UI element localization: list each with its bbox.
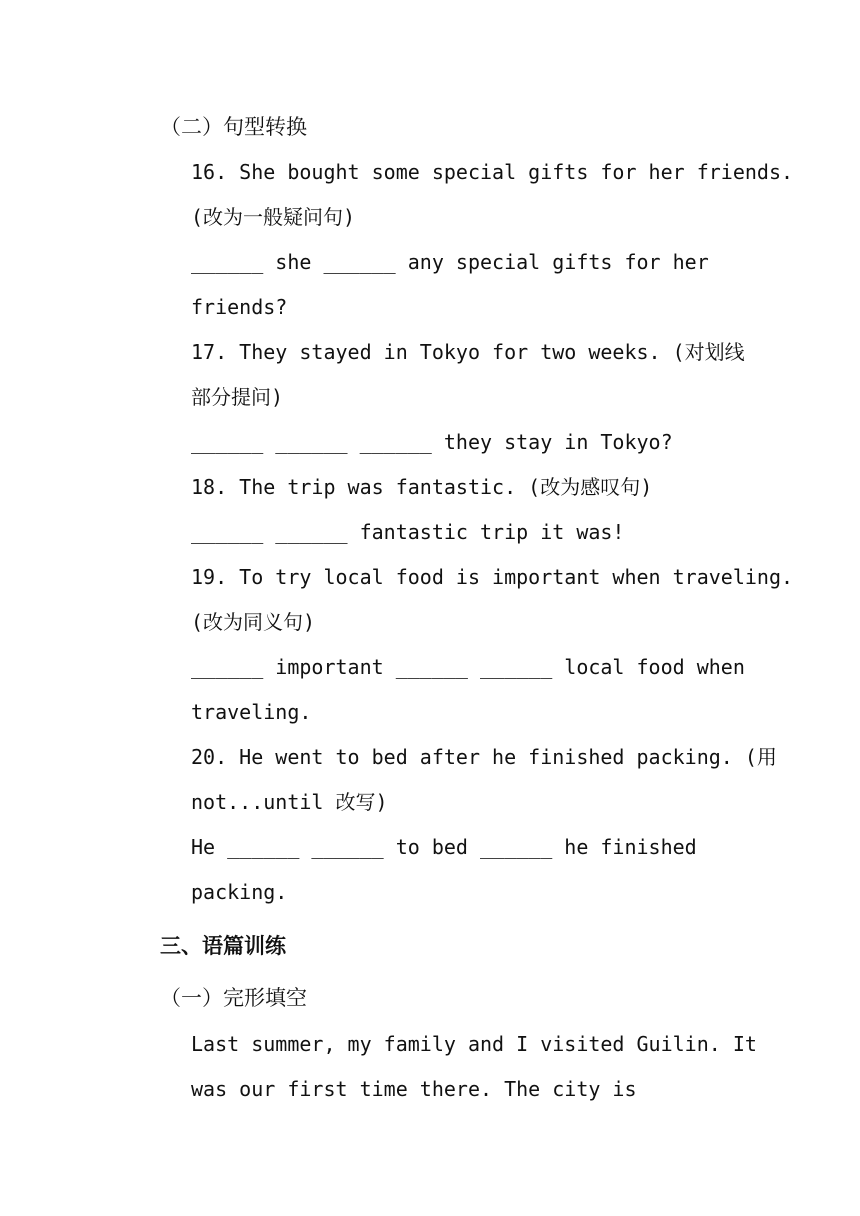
question-17-instruction: 部分提问)	[191, 385, 284, 409]
question-16-answer-line-2: friends?	[191, 295, 288, 319]
question-17-answer-line: ______ ______ ______ they stay in Tokyo?	[191, 430, 673, 454]
question-18-answer-line: ______ ______ fantastic trip it was!	[191, 520, 625, 544]
question-20-answer-line-2: packing.	[191, 880, 288, 904]
question-19-answer-line-2: traveling.	[191, 700, 312, 724]
question-17-line-1: 17. They stayed in Tokyo for two weeks. (对划线	[191, 340, 745, 364]
section-heading-sentence-transformation: （二）句型转换	[160, 115, 307, 139]
question-19-answer-line: ______ important ______ ______ local food when	[191, 655, 745, 679]
question-16-answer-line: ______ she ______ any special gifts for her	[191, 250, 709, 274]
question-16-instruction: (改为一般疑问句)	[191, 205, 356, 229]
section-heading-passage-training: 三、语篇训练	[160, 934, 286, 958]
question-19-line-1: 19. To try local food is important when traveling.	[191, 565, 794, 589]
question-16-line-1: 16. She bought some special gifts for her friends.	[191, 160, 794, 184]
question-20-instruction: not...until 改写)	[191, 790, 388, 814]
subsection-heading-cloze: （一）完形填空	[160, 986, 307, 1010]
question-19-instruction: (改为同义句)	[191, 610, 316, 634]
question-20-line-1: 20. He went to bed after he finished packing. (用	[191, 745, 777, 769]
passage-line-2: was our first time there. The city is	[191, 1077, 637, 1101]
question-18-line-1: 18. The trip was fantastic. (改为感叹句)	[191, 475, 653, 499]
question-20-answer-line: He ______ ______ to bed ______ he finished	[191, 835, 697, 859]
passage-line-1: Last summer, my family and I visited Guilin. It	[191, 1032, 757, 1056]
